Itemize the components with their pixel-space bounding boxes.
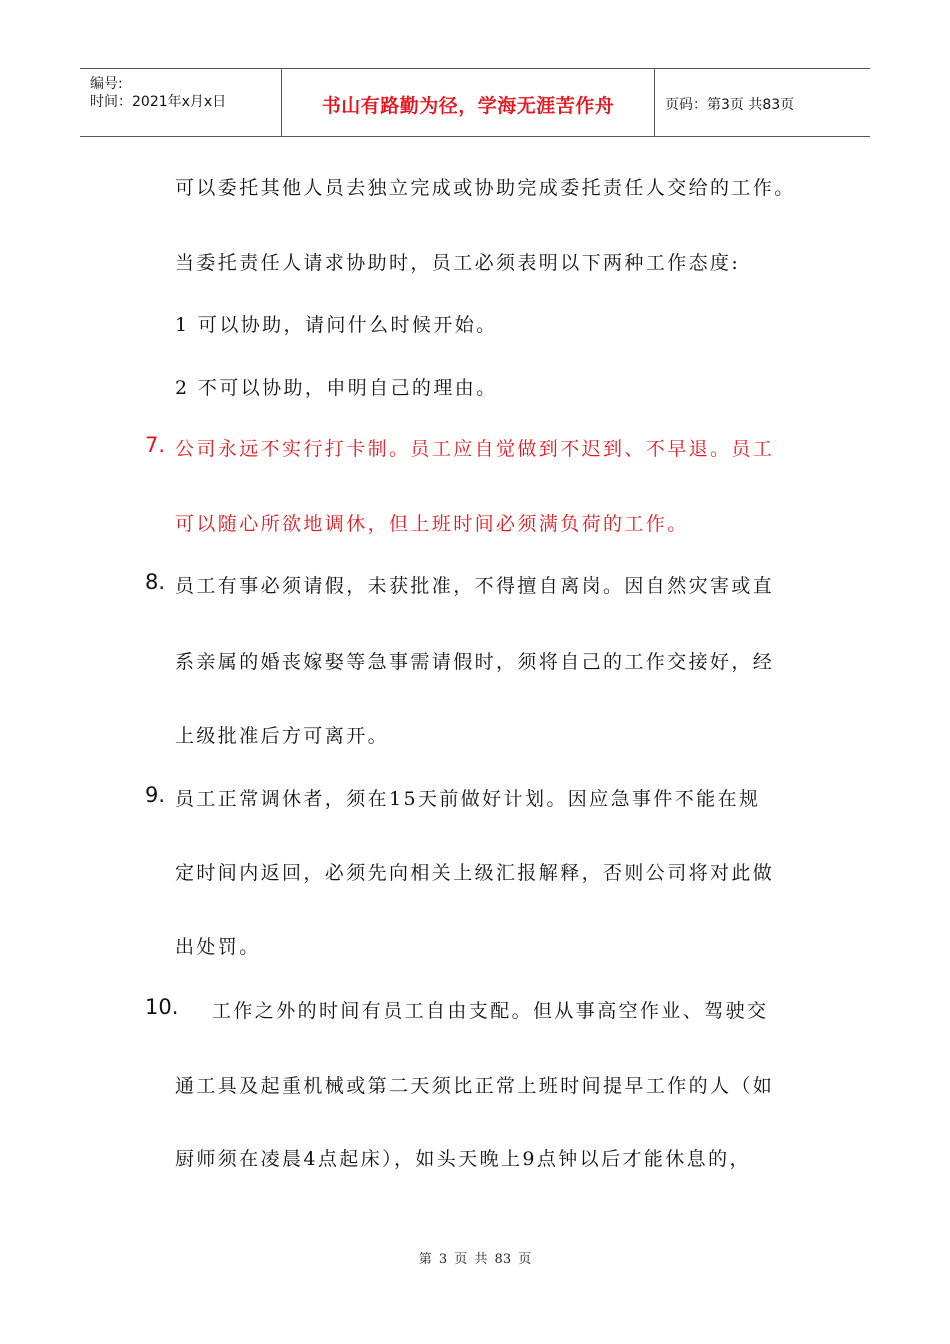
body-line: 系亲属的婚丧嫁娶等急事需请假时，须将自己的工作交接好，经: [175, 651, 775, 673]
header-motto-cell: [282, 69, 655, 136]
body-line: 工作之外的时间有员工自由支配。但从事高空作业、驾驶交: [212, 1000, 769, 1022]
page-header: [80, 68, 870, 137]
body-line: 通工具及起重机械或第二天须比正常上班时间提早工作的人（如: [175, 1075, 775, 1097]
item-number: 10.: [145, 995, 179, 1019]
body-line: 定时间内返回，必须先向相关上级汇报解释，否则公司将对此做: [175, 862, 775, 884]
body-line: 当委托责任人请求协助时，员工必须表明以下两种工作态度:: [175, 252, 741, 274]
body-line-highlighted: 可以随心所欲地调休，但上班时间必须满负荷的工作。: [175, 513, 689, 535]
header-info-cell: [80, 69, 282, 136]
time-label: 时间：2021年x月x日: [90, 94, 227, 110]
body-line: 上级批准后方可离开。: [175, 725, 390, 747]
motto: 书山有路勤为径，学海无涯苦作舟: [321, 95, 615, 117]
body-line: 员工有事必须请假，未获批准，不得擅自离岗。因自然灾害或直: [175, 575, 775, 597]
body-line-highlighted: 公司永远不实行打卡制。员工应自觉做到不迟到、不早退。员工: [175, 438, 775, 460]
number-label: 编号:: [90, 76, 123, 92]
item-number: 7.: [145, 433, 166, 457]
page-label: 页码：第3页 共83页: [665, 97, 795, 113]
body-line: 厨师须在凌晨4点起床），如头天晚上9点钟以后才能休息的，: [175, 1148, 751, 1170]
body-line: 员工正常调休者，须在15天前做好计划。因应急事件不能在规: [175, 788, 761, 810]
header-page-cell: [655, 69, 870, 136]
item-number: 8.: [145, 570, 166, 594]
item-number: 9.: [145, 783, 166, 807]
body-line: 可以委托其他人员去独立完成或协助完成委托责任人交给的工作。: [175, 177, 796, 199]
page-footer: 第 3 页 共 83 页: [418, 1252, 532, 1267]
list-item: 1 可以协助，请问什么时候开始。: [175, 314, 498, 336]
body-line: 出处罚。: [175, 936, 261, 958]
list-item: 2 不可以协助，申明自己的理由。: [175, 377, 498, 399]
